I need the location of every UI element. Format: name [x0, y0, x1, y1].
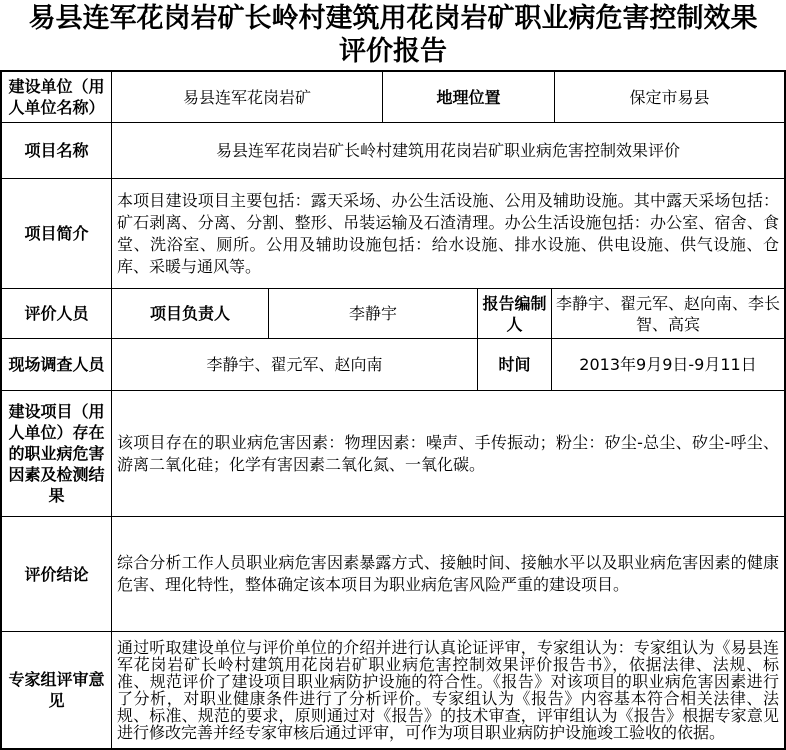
label-evaluators: 评价人员: [2, 289, 112, 338]
row-site-survey: [2, 339, 784, 391]
report-title-text: 易县连军花岗岩矿长岭村建筑用花岗岩矿职业病危害控制效果评价报告: [28, 3, 758, 67]
label-conclusion: 评价结论: [2, 517, 112, 631]
row-expert-review: [2, 632, 784, 748]
label-hazard-factors: 建设项目（用人单位）存在的职业病危害因素及检测结果: [2, 391, 112, 516]
label-expert-review: 专家组评审意见: [2, 632, 112, 748]
label-site-survey: 现场调查人员: [2, 339, 112, 390]
label-survey-time: 时间: [478, 339, 552, 390]
value-project-name: 易县连军花岗岩矿长岭村建筑用花岗岩矿职业病危害控制效果评价: [215, 141, 680, 160]
value-site-survey: 李静宇、翟元军、赵向南: [112, 339, 478, 390]
value-survey-time: 2013年9月9日-9月11日: [579, 355, 757, 374]
value-project-leader: 李静宇: [269, 289, 478, 338]
label-report-compilers: 报告编制人: [478, 289, 552, 338]
value-expert-review: 通过听取建设单位与评价单位的介绍并进行认真论证评审，专家组认为：专家组认为《易县连军花岗岩矿长岭村建筑用花岗岩矿职业病危害控制效果评价报告书》，依据法律、法规、标准、规范评价了建设项目职业病防护设施的符合性。《报告》对该项目的职业病危害因素进行了分析，对职业健康条件进行了分析评价。专家组认为《报告》内容基本符合相关法律、法规、标准、规范的要求，原则通过对《报告》的技术审查，评审组认为《报告》根据专家意见进行修改完善并经专家审核后通过评审，可作为项目职业病防护设施竣工验收的依据。: [117, 638, 779, 742]
report-table: [0, 70, 786, 750]
row-hazard-factors: [2, 391, 784, 517]
label-project-name: 项目名称: [2, 123, 112, 178]
value-conclusion: 综合分析工作人员职业病危害因素暴露方式、接触时间、接触水平以及职业病危害因素的健康危害、理化特性，整体确定该本项目为职业病危害风险严重的建设项目。: [117, 553, 779, 594]
row-conclusion: [2, 517, 784, 632]
row-construction-unit: [2, 72, 784, 123]
value-hazard-factors: 该项目存在的职业病危害因素：物理因素：噪声、手传振动；粉尘：矽尘-总尘、矽尘-呼尘、游离二氧化硅；化学有害因素二氧化氮、一氧化碳。: [117, 432, 779, 474]
row-project-name: [2, 123, 784, 179]
report-title: [0, 0, 786, 70]
value-project-intro: 本项目建设项目主要包括：露天采场、办公生活设施、公用及辅助设施。其中露天采场包括：矿石剥离、分离、分割、整形、吊装运输及石渣清理。办公生活设施包括：办公室、宿舍、食堂、洗浴室、厕所。公用及辅助设施包括：给水设施、排水设施、供电设施、供气设施、仓库、采暖与通风等。: [117, 190, 779, 276]
value-construction-unit: 易县连军花岗岩矿: [112, 72, 383, 122]
row-evaluators: [2, 289, 784, 339]
value-geographic-location: 保定市易县: [629, 87, 710, 107]
label-project-leader: 项目负责人: [112, 289, 269, 338]
label-construction-unit: 建设单位（用人单位名称）: [2, 72, 112, 122]
label-project-intro: 项目简介: [2, 179, 112, 288]
row-project-intro: [2, 179, 784, 289]
label-geographic-location: 地理位置: [383, 72, 555, 122]
value-report-compilers: 李静宇、翟元军、赵向南、李长智、高宾: [556, 293, 781, 334]
